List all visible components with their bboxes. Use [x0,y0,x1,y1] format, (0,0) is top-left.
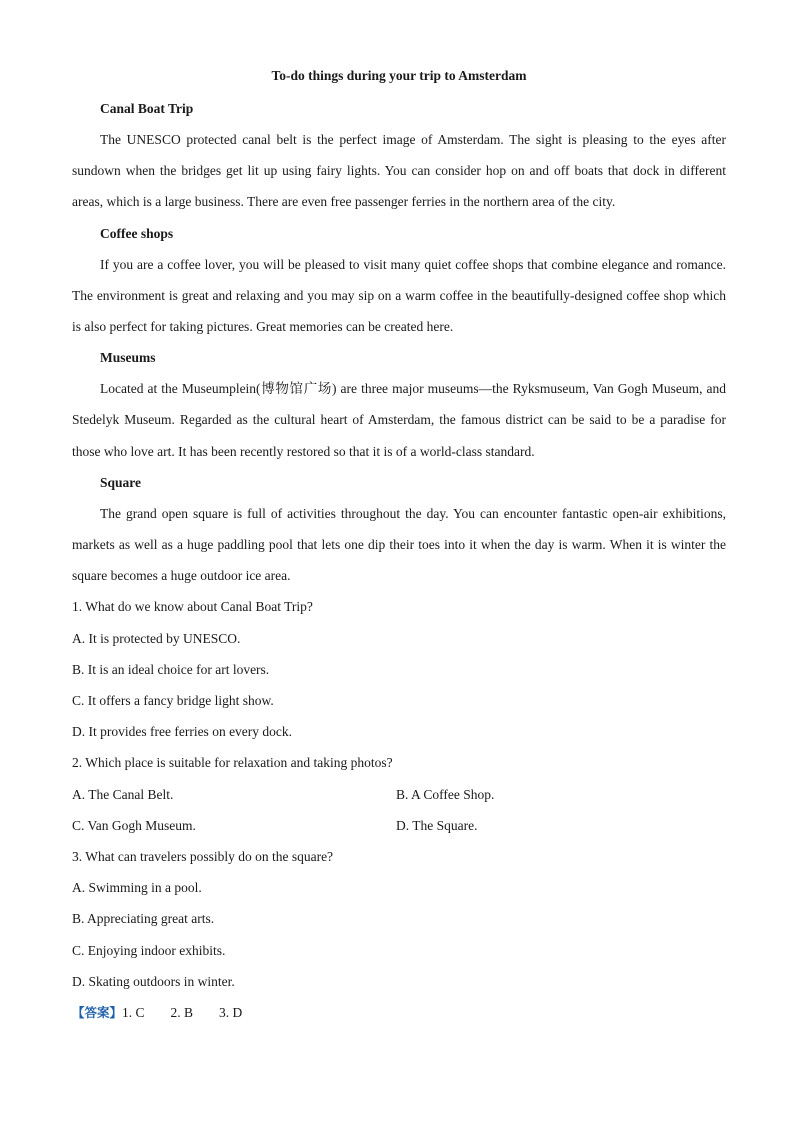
section-heading: Square [100,474,142,490]
question-option: D. Skating outdoors in winter. [72,973,235,989]
answer-item: 2. B [170,1005,194,1021]
document-page [72,62,726,1028]
option-row [72,810,726,841]
section-square [72,467,726,592]
section-heading: Coffee shops [100,225,174,241]
question-option: B. It is an ideal choice for art lovers. [72,661,270,677]
question-option: D. The Square. [396,817,478,833]
question-1 [72,591,726,747]
question-option: A. Swimming in a pool. [72,880,202,896]
question-stem: 1. What do we know about Canal Boat Trip? [72,599,313,615]
question-option: A. It is protected by UNESCO. [72,630,241,646]
answer-key [72,997,726,1028]
passage-title: To-do things during your trip to Amsterdam [271,68,527,83]
option-row [72,779,726,810]
section-paragraph: The grand open square is full of activities throughout the day. You can encounter fantastic open-air exhibitions, markets as well as a huge paddling pool that lets one dip their toes into it when the day is warm. When it is winter the square becomes a huge outdoor ice area. [72,505,726,584]
question-option: A. The Canal Belt. [72,786,174,802]
section-paragraph: Located at the Museumplein(博物馆广场) are three major museums—the Ryksmuseum, Van Gogh Museum, and Stedelyk Museum. Regarded as the cultural heart of Amsterdam, the famous district can be said to be a paradise for those who love art. It has been recently restored so that it is of a world-class standard. [72,381,726,459]
question-option: B. Appreciating great arts. [72,911,215,927]
question-2 [72,747,726,841]
section-paragraph: The UNESCO protected canal belt is the perfect image of Amsterdam. The sight is pleasing to the eyes after sundown when the bridges get lit up using fairy lights. You can consider hop on and off boats that dock in different areas, which is a large business. There are even free passenger ferries in the northern area of the city. [72,132,726,210]
question-3 [72,841,726,997]
answer-item: 3. D [219,1005,243,1021]
section-paragraph: If you are a coffee lover, you will be pleased to visit many quiet coffee shops that combine elegance and romance. The environment is great and relaxing and you may sip on a warm coffee in the beautifully-designed coffee shop which is also perfect for taking pictures. Great memories can be created here. [72,256,726,335]
question-option: C. It offers a fancy bridge light show. [72,693,274,709]
question-option: D. It provides free ferries on every dock. [72,724,293,740]
question-stem: 3. What can travelers possibly do on the square? [72,849,334,865]
section-heading: Museums [100,350,156,366]
question-option: B. A Coffee Shop. [396,786,495,802]
question-option: C. Van Gogh Museum. [72,817,196,833]
section-coffee-shops [72,218,726,343]
section-heading: Canal Boat Trip [100,101,194,116]
section-canal-boat-trip [72,93,726,218]
section-museums [72,342,726,467]
answer-item: 1. C [122,1005,145,1021]
answer-tag: 【答案】 [72,1005,123,1021]
question-option: C. Enjoying indoor exhibits. [72,942,226,958]
question-stem: 2. Which place is suitable for relaxation and taking photos? [72,755,393,771]
